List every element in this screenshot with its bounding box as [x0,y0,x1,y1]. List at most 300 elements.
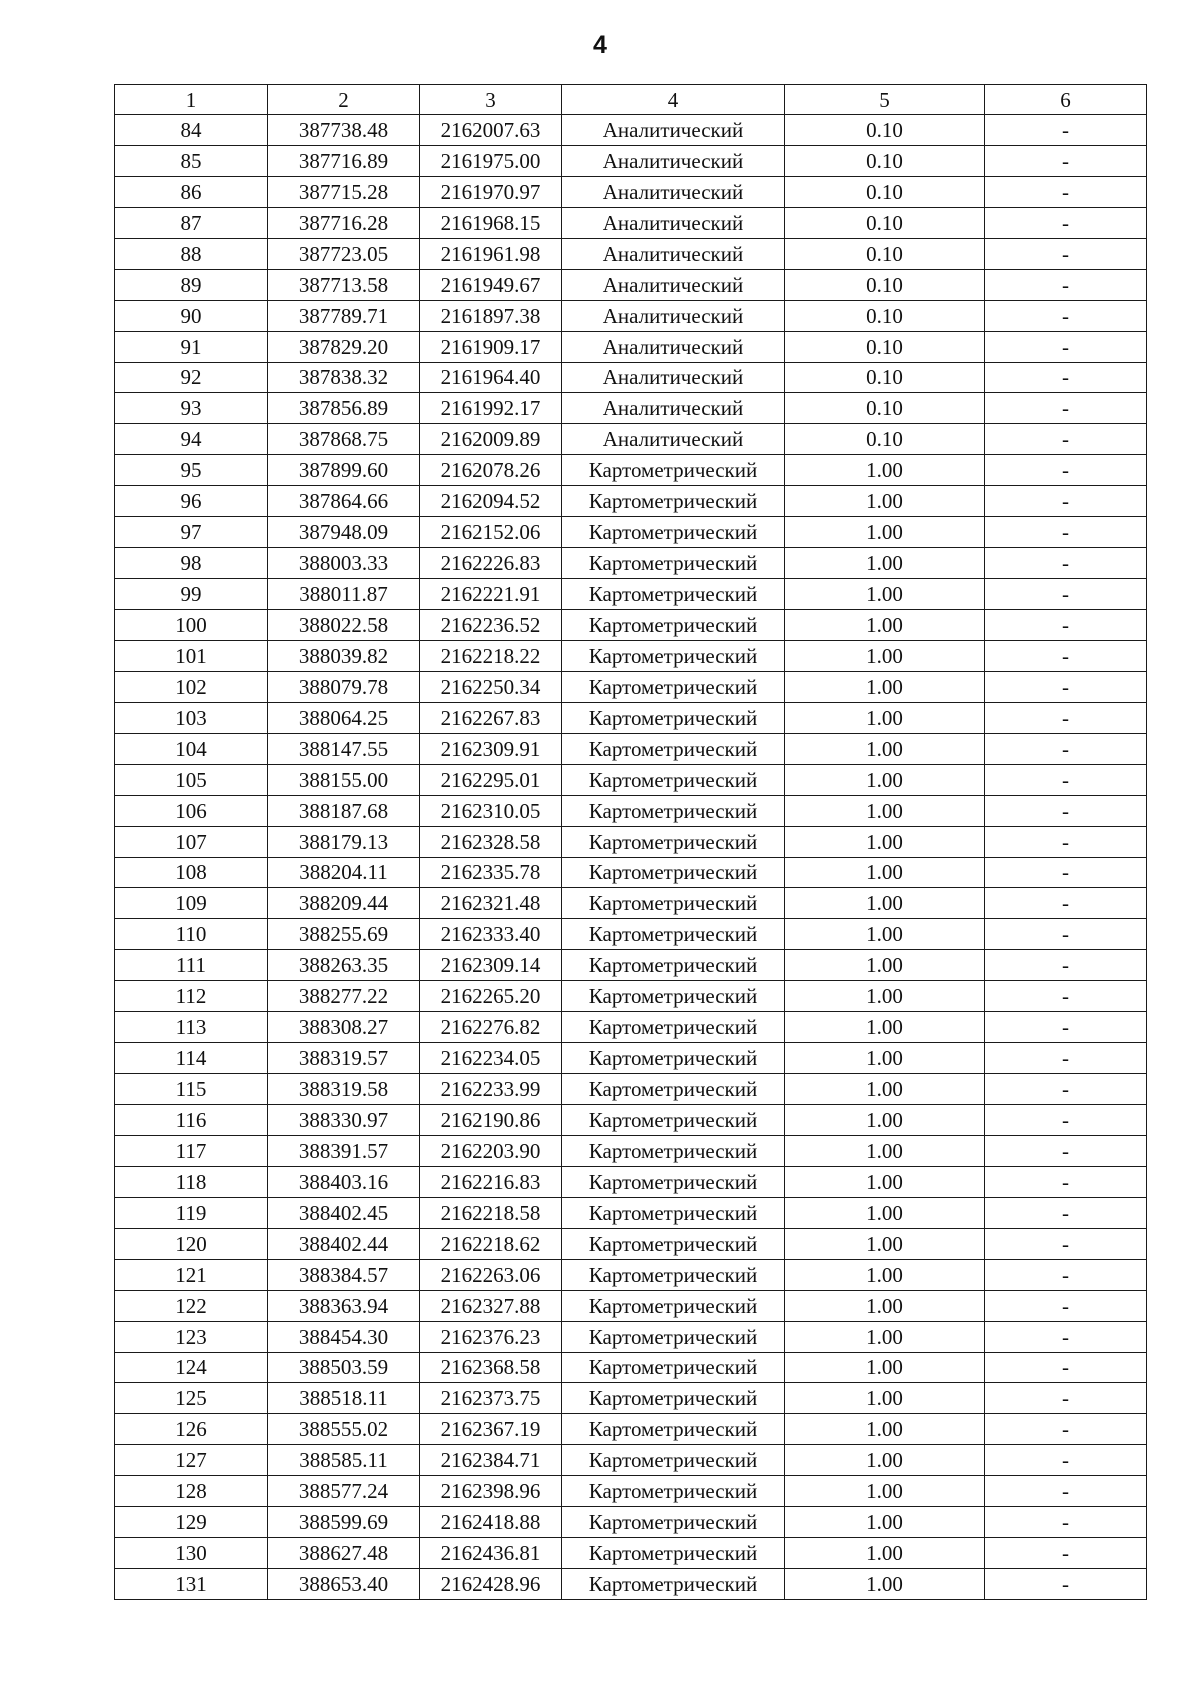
cell-method: Картометрический [562,857,785,888]
table-row [115,1228,1147,1259]
cell-x-coordinate: 388403.16 [268,1166,420,1197]
cell-note: - [985,1166,1147,1197]
cell-method: Картометрический [562,1259,785,1290]
cell-point-number: 128 [115,1476,268,1507]
cell-point-number: 86 [115,176,268,207]
cell-y-coordinate: 2162007.63 [420,115,562,146]
cell-accuracy: 1.00 [785,1569,985,1600]
cell-note: - [985,1228,1147,1259]
table-row [115,1074,1147,1105]
table-row [115,238,1147,269]
cell-method: Аналитический [562,393,785,424]
cell-method: Картометрический [562,671,785,702]
cell-y-coordinate: 2162367.19 [420,1414,562,1445]
cell-x-coordinate: 388255.69 [268,919,420,950]
cell-note: - [985,1043,1147,1074]
cell-method: Аналитический [562,238,785,269]
cell-method: Картометрический [562,455,785,486]
column-header-5: 5 [785,85,985,115]
cell-method: Картометрический [562,1414,785,1445]
table-row [115,610,1147,641]
table-row [115,919,1147,950]
cell-method: Аналитический [562,115,785,146]
table-row [115,857,1147,888]
cell-note: - [985,857,1147,888]
cell-point-number: 85 [115,145,268,176]
cell-x-coordinate: 387716.89 [268,145,420,176]
cell-x-coordinate: 387948.09 [268,517,420,548]
cell-y-coordinate: 2162398.96 [420,1476,562,1507]
cell-x-coordinate: 388384.57 [268,1259,420,1290]
cell-accuracy: 1.00 [785,640,985,671]
cell-x-coordinate: 388402.45 [268,1197,420,1228]
cell-x-coordinate: 387868.75 [268,424,420,455]
cell-point-number: 87 [115,207,268,238]
cell-method: Картометрический [562,1569,785,1600]
cell-point-number: 94 [115,424,268,455]
table-row [115,269,1147,300]
cell-accuracy: 1.00 [785,919,985,950]
cell-y-coordinate: 2162190.86 [420,1105,562,1136]
cell-point-number: 120 [115,1228,268,1259]
cell-note: - [985,981,1147,1012]
cell-x-coordinate: 388155.00 [268,764,420,795]
cell-x-coordinate: 387723.05 [268,238,420,269]
cell-x-coordinate: 388039.82 [268,640,420,671]
table-row [115,424,1147,455]
cell-accuracy: 1.00 [785,671,985,702]
cell-method: Картометрический [562,1105,785,1136]
cell-note: - [985,1135,1147,1166]
cell-accuracy: 0.10 [785,176,985,207]
cell-note: - [985,1507,1147,1538]
cell-x-coordinate: 388011.87 [268,579,420,610]
table-row [115,795,1147,826]
cell-x-coordinate: 388064.25 [268,702,420,733]
cell-method: Картометрический [562,1476,785,1507]
cell-point-number: 131 [115,1569,268,1600]
cell-note: - [985,238,1147,269]
cell-note: - [985,517,1147,548]
cell-accuracy: 1.00 [785,1538,985,1569]
cell-y-coordinate: 2162384.71 [420,1445,562,1476]
cell-point-number: 93 [115,393,268,424]
table-row [115,331,1147,362]
cell-accuracy: 0.10 [785,115,985,146]
table-header [115,85,1147,115]
cell-point-number: 113 [115,1012,268,1043]
cell-accuracy: 1.00 [785,1228,985,1259]
cell-method: Аналитический [562,176,785,207]
column-header-3: 3 [420,85,562,115]
cell-x-coordinate: 388204.11 [268,857,420,888]
cell-note: - [985,919,1147,950]
cell-x-coordinate: 388391.57 [268,1135,420,1166]
column-header-4: 4 [562,85,785,115]
cell-method: Картометрический [562,1043,785,1074]
cell-point-number: 104 [115,733,268,764]
cell-x-coordinate: 388585.11 [268,1445,420,1476]
cell-point-number: 89 [115,269,268,300]
cell-y-coordinate: 2162428.96 [420,1569,562,1600]
header-row [115,85,1147,115]
cell-method: Картометрический [562,610,785,641]
cell-point-number: 107 [115,826,268,857]
cell-point-number: 88 [115,238,268,269]
cell-y-coordinate: 2162376.23 [420,1321,562,1352]
cell-method: Картометрический [562,486,785,517]
cell-note: - [985,671,1147,702]
cell-accuracy: 1.00 [785,981,985,1012]
cell-note: - [985,269,1147,300]
table-row [115,733,1147,764]
cell-accuracy: 1.00 [785,1259,985,1290]
cell-note: - [985,362,1147,393]
cell-y-coordinate: 2162009.89 [420,424,562,455]
cell-accuracy: 1.00 [785,1135,985,1166]
cell-note: - [985,145,1147,176]
cell-note: - [985,888,1147,919]
table-row [115,1197,1147,1228]
cell-point-number: 90 [115,300,268,331]
cell-accuracy: 1.00 [785,857,985,888]
cell-point-number: 130 [115,1538,268,1569]
cell-point-number: 97 [115,517,268,548]
cell-method: Картометрический [562,733,785,764]
cell-accuracy: 1.00 [785,826,985,857]
cell-y-coordinate: 2161992.17 [420,393,562,424]
cell-y-coordinate: 2162221.91 [420,579,562,610]
cell-note: - [985,331,1147,362]
cell-accuracy: 0.10 [785,393,985,424]
cell-accuracy: 0.10 [785,331,985,362]
cell-accuracy: 1.00 [785,1507,985,1538]
cell-y-coordinate: 2162078.26 [420,455,562,486]
cell-point-number: 126 [115,1414,268,1445]
cell-y-coordinate: 2162267.83 [420,702,562,733]
cell-note: - [985,176,1147,207]
cell-y-coordinate: 2162436.81 [420,1538,562,1569]
cell-y-coordinate: 2161970.97 [420,176,562,207]
table-row [115,300,1147,331]
cell-note: - [985,548,1147,579]
cell-x-coordinate: 387713.58 [268,269,420,300]
cell-note: - [985,733,1147,764]
cell-accuracy: 1.00 [785,1290,985,1321]
table-row [115,950,1147,981]
cell-note: - [985,115,1147,146]
cell-accuracy: 0.10 [785,424,985,455]
cell-x-coordinate: 387856.89 [268,393,420,424]
cell-note: - [985,1321,1147,1352]
cell-y-coordinate: 2161968.15 [420,207,562,238]
cell-x-coordinate: 388308.27 [268,1012,420,1043]
cell-x-coordinate: 388003.33 [268,548,420,579]
cell-point-number: 117 [115,1135,268,1166]
cell-x-coordinate: 388319.58 [268,1074,420,1105]
cell-accuracy: 1.00 [785,517,985,548]
cell-y-coordinate: 2162309.14 [420,950,562,981]
cell-method: Картометрический [562,1074,785,1105]
cell-y-coordinate: 2162236.52 [420,610,562,641]
cell-accuracy: 1.00 [785,764,985,795]
cell-method: Картометрический [562,1445,785,1476]
table-row [115,1135,1147,1166]
cell-point-number: 109 [115,888,268,919]
cell-note: - [985,1290,1147,1321]
cell-y-coordinate: 2161961.98 [420,238,562,269]
cell-point-number: 100 [115,610,268,641]
cell-method: Картометрический [562,1228,785,1259]
column-header-2: 2 [268,85,420,115]
table-row [115,764,1147,795]
cell-point-number: 102 [115,671,268,702]
cell-method: Картометрический [562,1383,785,1414]
cell-accuracy: 0.10 [785,207,985,238]
cell-method: Картометрический [562,1352,785,1383]
cell-method: Картометрический [562,826,785,857]
cell-note: - [985,486,1147,517]
cell-point-number: 112 [115,981,268,1012]
cell-accuracy: 1.00 [785,950,985,981]
cell-accuracy: 0.10 [785,145,985,176]
cell-note: - [985,300,1147,331]
cell-y-coordinate: 2162327.88 [420,1290,562,1321]
cell-method: Картометрический [562,764,785,795]
cell-note: - [985,1445,1147,1476]
cell-method: Картометрический [562,1135,785,1166]
cell-note: - [985,764,1147,795]
cell-point-number: 91 [115,331,268,362]
cell-y-coordinate: 2162309.91 [420,733,562,764]
table-row [115,1290,1147,1321]
cell-x-coordinate: 387716.28 [268,207,420,238]
cell-accuracy: 1.00 [785,1197,985,1228]
cell-method: Картометрический [562,1290,785,1321]
cell-point-number: 121 [115,1259,268,1290]
cell-x-coordinate: 388263.35 [268,950,420,981]
cell-note: - [985,610,1147,641]
cell-note: - [985,1352,1147,1383]
cell-note: - [985,1074,1147,1105]
table-row [115,1507,1147,1538]
cell-point-number: 114 [115,1043,268,1074]
cell-point-number: 124 [115,1352,268,1383]
cell-accuracy: 1.00 [785,1414,985,1445]
cell-x-coordinate: 387899.60 [268,455,420,486]
cell-accuracy: 1.00 [785,1043,985,1074]
table-row [115,1538,1147,1569]
cell-method: Аналитический [562,424,785,455]
cell-method: Картометрический [562,1507,785,1538]
table-row [115,486,1147,517]
cell-y-coordinate: 2162373.75 [420,1383,562,1414]
cell-point-number: 99 [115,579,268,610]
cell-method: Картометрический [562,579,785,610]
column-header-1: 1 [115,85,268,115]
table-row [115,176,1147,207]
table-row [115,455,1147,486]
table-row [115,145,1147,176]
cell-x-coordinate: 387829.20 [268,331,420,362]
table-row [115,393,1147,424]
cell-note: - [985,424,1147,455]
cell-y-coordinate: 2162233.99 [420,1074,562,1105]
cell-y-coordinate: 2162226.83 [420,548,562,579]
cell-point-number: 129 [115,1507,268,1538]
table-body [115,115,1147,1600]
cell-method: Картометрический [562,702,785,733]
cell-accuracy: 1.00 [785,548,985,579]
table-row [115,671,1147,702]
cell-method: Аналитический [562,362,785,393]
table-row [115,1569,1147,1600]
cell-note: - [985,1197,1147,1228]
cell-y-coordinate: 2162321.48 [420,888,562,919]
cell-x-coordinate: 388363.94 [268,1290,420,1321]
cell-x-coordinate: 388209.44 [268,888,420,919]
table-row [115,1414,1147,1445]
cell-accuracy: 1.00 [785,1074,985,1105]
cell-y-coordinate: 2162234.05 [420,1043,562,1074]
table-row [115,1166,1147,1197]
cell-x-coordinate: 388454.30 [268,1321,420,1352]
cell-point-number: 118 [115,1166,268,1197]
cell-y-coordinate: 2162335.78 [420,857,562,888]
cell-accuracy: 1.00 [785,1012,985,1043]
cell-x-coordinate: 388277.22 [268,981,420,1012]
table-row [115,1321,1147,1352]
cell-point-number: 105 [115,764,268,795]
cell-x-coordinate: 388022.58 [268,610,420,641]
cell-note: - [985,640,1147,671]
cell-accuracy: 0.10 [785,269,985,300]
cell-accuracy: 0.10 [785,238,985,269]
cell-x-coordinate: 387864.66 [268,486,420,517]
cell-point-number: 119 [115,1197,268,1228]
cell-method: Аналитический [562,331,785,362]
table-row [115,981,1147,1012]
cell-point-number: 125 [115,1383,268,1414]
cell-point-number: 106 [115,795,268,826]
cell-accuracy: 1.00 [785,1321,985,1352]
cell-note: - [985,455,1147,486]
cell-y-coordinate: 2161897.38 [420,300,562,331]
cell-x-coordinate: 388147.55 [268,733,420,764]
cell-x-coordinate: 387838.32 [268,362,420,393]
cell-method: Аналитический [562,145,785,176]
cell-x-coordinate: 387789.71 [268,300,420,331]
cell-note: - [985,1383,1147,1414]
cell-y-coordinate: 2162216.83 [420,1166,562,1197]
cell-point-number: 122 [115,1290,268,1321]
cell-note: - [985,207,1147,238]
cell-y-coordinate: 2162418.88 [420,1507,562,1538]
cell-point-number: 116 [115,1105,268,1136]
cell-accuracy: 1.00 [785,579,985,610]
cell-x-coordinate: 388187.68 [268,795,420,826]
cell-point-number: 111 [115,950,268,981]
cell-accuracy: 1.00 [785,1166,985,1197]
cell-note: - [985,702,1147,733]
cell-method: Картометрический [562,950,785,981]
cell-x-coordinate: 388518.11 [268,1383,420,1414]
cell-point-number: 96 [115,486,268,517]
cell-x-coordinate: 387738.48 [268,115,420,146]
cell-x-coordinate: 387715.28 [268,176,420,207]
cell-method: Аналитический [562,207,785,238]
cell-method: Аналитический [562,300,785,331]
cell-accuracy: 0.10 [785,362,985,393]
cell-y-coordinate: 2162295.01 [420,764,562,795]
cell-point-number: 103 [115,702,268,733]
cell-accuracy: 1.00 [785,888,985,919]
cell-method: Аналитический [562,269,785,300]
cell-y-coordinate: 2162310.05 [420,795,562,826]
table-row [115,517,1147,548]
table-row [115,1383,1147,1414]
table-row [115,1476,1147,1507]
table-row [115,207,1147,238]
cell-y-coordinate: 2161975.00 [420,145,562,176]
cell-point-number: 98 [115,548,268,579]
cell-y-coordinate: 2161949.67 [420,269,562,300]
cell-y-coordinate: 2162333.40 [420,919,562,950]
cell-y-coordinate: 2162218.22 [420,640,562,671]
cell-point-number: 108 [115,857,268,888]
cell-accuracy: 1.00 [785,486,985,517]
cell-accuracy: 1.00 [785,733,985,764]
cell-method: Картометрический [562,795,785,826]
cell-y-coordinate: 2162265.20 [420,981,562,1012]
cell-x-coordinate: 388503.59 [268,1352,420,1383]
cell-y-coordinate: 2162328.58 [420,826,562,857]
cell-method: Картометрический [562,1012,785,1043]
page-number: 4 [593,31,607,59]
cell-x-coordinate: 388555.02 [268,1414,420,1445]
cell-x-coordinate: 388079.78 [268,671,420,702]
cell-method: Картометрический [562,517,785,548]
cell-x-coordinate: 388599.69 [268,1507,420,1538]
cell-note: - [985,1538,1147,1569]
table-row [115,640,1147,671]
cell-note: - [985,579,1147,610]
table-row [115,1105,1147,1136]
cell-accuracy: 1.00 [785,1352,985,1383]
cell-x-coordinate: 388653.40 [268,1569,420,1600]
table-row [115,1259,1147,1290]
cell-note: - [985,950,1147,981]
cell-note: - [985,826,1147,857]
cell-accuracy: 1.00 [785,610,985,641]
cell-accuracy: 0.10 [785,300,985,331]
cell-accuracy: 1.00 [785,1383,985,1414]
cell-point-number: 84 [115,115,268,146]
table-row [115,548,1147,579]
column-header-6: 6 [985,85,1147,115]
cell-x-coordinate: 388577.24 [268,1476,420,1507]
cell-y-coordinate: 2162094.52 [420,486,562,517]
cell-x-coordinate: 388627.48 [268,1538,420,1569]
table-row [115,1445,1147,1476]
table-row [115,115,1147,146]
cell-y-coordinate: 2162368.58 [420,1352,562,1383]
cell-note: - [985,795,1147,826]
cell-accuracy: 1.00 [785,795,985,826]
cell-y-coordinate: 2162276.82 [420,1012,562,1043]
cell-method: Картометрический [562,981,785,1012]
cell-x-coordinate: 388330.97 [268,1105,420,1136]
